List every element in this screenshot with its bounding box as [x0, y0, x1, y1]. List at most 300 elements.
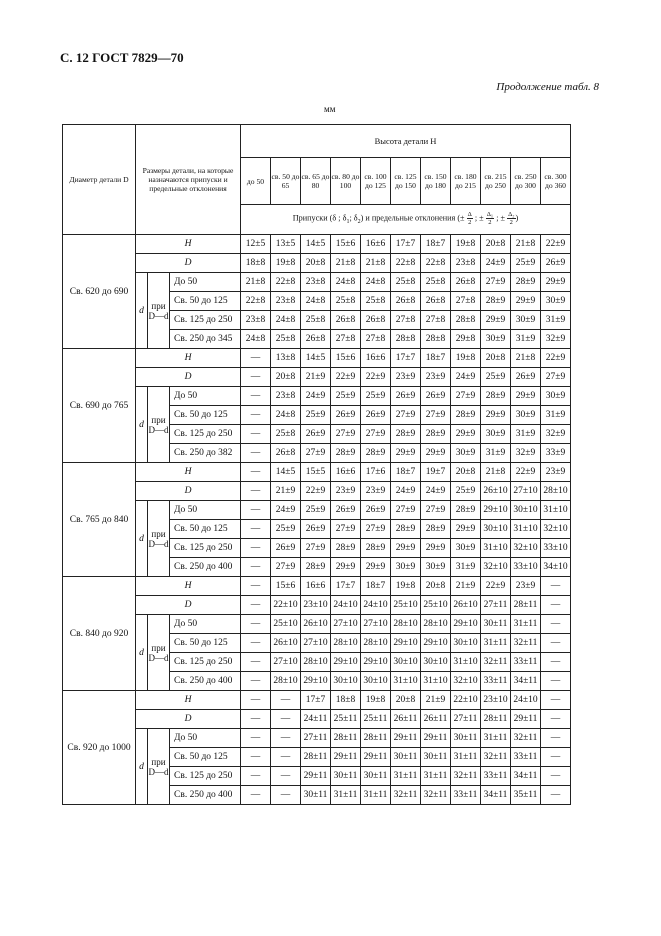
value-cell: 29±9	[511, 387, 541, 406]
value-cell: 25±10	[271, 615, 301, 634]
value-cell: 27±11	[451, 710, 481, 729]
unit-label: мм	[324, 104, 336, 114]
row-label-d-outer: D	[136, 254, 241, 273]
value-cell: 23±9	[331, 482, 361, 501]
table-row	[63, 349, 571, 368]
header-allowances: Припуски (δ ; $\delta_1$; $\delta_2$) и предельные отклонения (± $\frac{\Delta}{2}$ ; ± $\frac{\text{Δ₁}}{2}$ ; ± $\frac{\text{Δ₂}}{2}$ )	[241, 205, 571, 235]
value-cell: 30±9	[451, 539, 481, 558]
value-cell: 25±9	[481, 368, 511, 387]
value-cell: 30±11	[451, 729, 481, 748]
value-cell: 23±10	[301, 596, 331, 615]
value-cell: —	[241, 615, 271, 634]
row-label-d-outer: D	[136, 710, 241, 729]
diameter-cell: Св. 920 до 1000	[63, 691, 136, 805]
value-cell: 25±11	[361, 710, 391, 729]
value-cell: 26±9	[391, 387, 421, 406]
value-cell: 25±8	[271, 425, 301, 444]
value-cell: 25±9	[331, 387, 361, 406]
range-cell: До 50	[170, 501, 241, 520]
row-label-d-inner: d	[136, 387, 148, 463]
value-cell: 24±9	[271, 501, 301, 520]
value-cell: 25±8	[361, 292, 391, 311]
value-cell: 27±8	[451, 292, 481, 311]
value-cell: 27±9	[541, 368, 571, 387]
value-cell: 29±9	[481, 311, 511, 330]
value-cell: 31±11	[361, 786, 391, 805]
value-cell: 20±8	[451, 463, 481, 482]
value-cell: 21±8	[511, 349, 541, 368]
value-cell: 34±11	[481, 786, 511, 805]
value-cell: 21±9	[451, 577, 481, 596]
value-cell: 24±8	[271, 406, 301, 425]
allowance-table	[62, 124, 571, 805]
value-cell: 24±9	[301, 387, 331, 406]
value-cell: —	[241, 349, 271, 368]
value-cell: —	[241, 729, 271, 748]
value-cell: 33±11	[481, 767, 511, 786]
value-cell: 27±9	[361, 425, 391, 444]
value-cell: 31±10	[481, 539, 511, 558]
value-cell: 20±8	[421, 577, 451, 596]
value-cell: 29±11	[331, 748, 361, 767]
value-cell: 24±8	[331, 273, 361, 292]
range-cell: Св. 250 до 400	[170, 672, 241, 691]
value-cell: —	[541, 615, 571, 634]
table-row	[63, 577, 571, 596]
value-cell: 26±8	[331, 311, 361, 330]
value-cell: 27±11	[301, 729, 331, 748]
value-cell: 31±10	[541, 501, 571, 520]
value-cell: 31±9	[541, 311, 571, 330]
table-row	[63, 254, 571, 273]
value-cell: 28±9	[481, 292, 511, 311]
value-cell: 15±5	[301, 463, 331, 482]
value-cell: 12±5	[241, 235, 271, 254]
value-cell: —	[271, 729, 301, 748]
page-header: С. 12 ГОСТ 7829—70	[60, 50, 184, 65]
value-cell: 27±9	[301, 539, 331, 558]
value-cell: —	[271, 767, 301, 786]
value-cell: 15±6	[331, 235, 361, 254]
value-cell: 31±10	[451, 653, 481, 672]
value-cell: 26±8	[301, 330, 331, 349]
value-cell: 24±8	[271, 311, 301, 330]
value-cell: 34±10	[541, 558, 571, 577]
value-cell: 28±11	[331, 729, 361, 748]
value-cell: 30±9	[451, 444, 481, 463]
value-cell: 19±8	[451, 235, 481, 254]
value-cell: 29±10	[421, 634, 451, 653]
value-cell: 24±8	[301, 292, 331, 311]
value-cell: 27±9	[301, 444, 331, 463]
value-cell: 29±9	[451, 520, 481, 539]
value-cell: 28±9	[391, 520, 421, 539]
value-cell: 25±9	[271, 520, 301, 539]
value-cell: 18±7	[421, 235, 451, 254]
value-cell: 27±10	[271, 653, 301, 672]
value-cell: 21±8	[511, 235, 541, 254]
value-cell: —	[241, 501, 271, 520]
value-cell: 27±9	[421, 406, 451, 425]
value-cell: 28±9	[421, 520, 451, 539]
value-cell: 18±8	[331, 691, 361, 710]
height-col-6: св. 150 до 180	[421, 158, 451, 205]
value-cell: 25±9	[301, 501, 331, 520]
range-cell: Св. 250 до 400	[170, 558, 241, 577]
row-label-d-outer: D	[136, 368, 241, 387]
row-label-d-inner: d	[136, 501, 148, 577]
value-cell: 26±10	[451, 596, 481, 615]
value-cell: 19±8	[271, 254, 301, 273]
value-cell: —	[241, 653, 271, 672]
value-cell: 29±11	[421, 729, 451, 748]
value-cell: 27±9	[361, 520, 391, 539]
value-cell: 22±9	[301, 482, 331, 501]
value-cell: —	[241, 425, 271, 444]
value-cell: 19±7	[421, 463, 451, 482]
value-cell: 17±7	[331, 577, 361, 596]
value-cell: 27±8	[391, 311, 421, 330]
height-col-0: до 50	[241, 158, 271, 205]
value-cell: 28±11	[511, 596, 541, 615]
value-cell: 25±9	[361, 387, 391, 406]
value-cell: 31±9	[541, 406, 571, 425]
table-row	[63, 368, 571, 387]
value-cell: 32±10	[541, 520, 571, 539]
value-cell: 24±9	[421, 482, 451, 501]
value-cell: 22±9	[481, 577, 511, 596]
value-cell: 25±8	[301, 311, 331, 330]
value-cell: —	[541, 634, 571, 653]
range-cell: Св. 250 до 345	[170, 330, 241, 349]
value-cell: 29±9	[541, 273, 571, 292]
row-label-h: H	[136, 235, 241, 254]
value-cell: —	[241, 482, 271, 501]
value-cell: —	[241, 406, 271, 425]
value-cell: —	[241, 387, 271, 406]
value-cell: 32±11	[391, 786, 421, 805]
table-row	[63, 615, 571, 634]
value-cell: 29±10	[391, 634, 421, 653]
value-cell: 27±9	[331, 520, 361, 539]
value-cell: 23±8	[301, 273, 331, 292]
value-cell: 26±8	[361, 311, 391, 330]
when-label: при D—d	[148, 387, 170, 463]
value-cell: 20±8	[301, 254, 331, 273]
value-cell: 21±9	[421, 691, 451, 710]
value-cell: 31±11	[421, 767, 451, 786]
value-cell: 29±10	[361, 653, 391, 672]
row-label-d-inner: d	[136, 273, 148, 349]
diameter-cell: Св. 690 до 765	[63, 349, 136, 463]
value-cell: 21±8	[361, 254, 391, 273]
value-cell: 30±11	[391, 748, 421, 767]
value-cell: 22±9	[541, 235, 571, 254]
row-label-h: H	[136, 691, 241, 710]
value-cell: 23±9	[391, 368, 421, 387]
value-cell: 26±8	[391, 292, 421, 311]
value-cell: 29±9	[331, 558, 361, 577]
value-cell: 30±9	[541, 292, 571, 311]
height-col-7: св. 180 до 215	[451, 158, 481, 205]
value-cell: 29±10	[331, 653, 361, 672]
table-row	[63, 463, 571, 482]
value-cell: 18±7	[391, 463, 421, 482]
value-cell: 17±7	[301, 691, 331, 710]
value-cell: 26±9	[271, 539, 301, 558]
value-cell: 32±10	[451, 672, 481, 691]
value-cell: 25±8	[421, 273, 451, 292]
value-cell: 27±9	[331, 425, 361, 444]
value-cell: 31±11	[511, 615, 541, 634]
value-cell: 31±11	[481, 634, 511, 653]
value-cell: 26±9	[361, 406, 391, 425]
range-cell: До 50	[170, 273, 241, 292]
value-cell: 31±11	[331, 786, 361, 805]
value-cell: —	[241, 691, 271, 710]
value-cell: 28±9	[511, 273, 541, 292]
value-cell: 23±8	[271, 292, 301, 311]
value-cell: 35±11	[511, 786, 541, 805]
value-cell: 22±8	[241, 292, 271, 311]
value-cell: 31±9	[511, 425, 541, 444]
value-cell: 28±8	[391, 330, 421, 349]
row-label-h: H	[136, 349, 241, 368]
table-row	[63, 482, 571, 501]
value-cell: 29±9	[451, 425, 481, 444]
value-cell: 30±10	[481, 520, 511, 539]
value-cell: 28±10	[271, 672, 301, 691]
value-cell: 25±8	[271, 330, 301, 349]
value-cell: 26±9	[331, 406, 361, 425]
value-cell: 16±6	[331, 463, 361, 482]
value-cell: 23±9	[361, 482, 391, 501]
value-cell: 23±8	[271, 387, 301, 406]
value-cell: 23±9	[541, 463, 571, 482]
value-cell: 32±11	[481, 748, 511, 767]
value-cell: 22±9	[541, 349, 571, 368]
value-cell: —	[241, 539, 271, 558]
value-cell: 29±11	[361, 748, 391, 767]
value-cell: 33±11	[451, 786, 481, 805]
diameter-cell: Св. 620 до 690	[63, 235, 136, 349]
value-cell: 28±9	[361, 444, 391, 463]
range-cell: До 50	[170, 615, 241, 634]
value-cell: 32±9	[541, 330, 571, 349]
value-cell: 30±10	[331, 672, 361, 691]
value-cell: 19±8	[391, 577, 421, 596]
row-label-h: H	[136, 577, 241, 596]
value-cell: 15±6	[331, 349, 361, 368]
value-cell: 27±9	[481, 273, 511, 292]
value-cell: —	[241, 558, 271, 577]
range-cell: Св. 50 до 125	[170, 520, 241, 539]
value-cell: —	[541, 672, 571, 691]
range-cell: Св. 125 до 250	[170, 653, 241, 672]
value-cell: 31±10	[511, 520, 541, 539]
value-cell: 16±6	[361, 349, 391, 368]
when-label: при D—d	[148, 729, 170, 805]
value-cell: 29±9	[361, 558, 391, 577]
diameter-cell: Св. 840 до 920	[63, 577, 136, 691]
value-cell: 29±10	[451, 615, 481, 634]
value-cell: 17±7	[391, 349, 421, 368]
value-cell: 29±10	[301, 672, 331, 691]
value-cell: 32±11	[511, 634, 541, 653]
value-cell: 27±10	[511, 482, 541, 501]
value-cell: 29±11	[301, 767, 331, 786]
value-cell: 24±10	[331, 596, 361, 615]
value-cell: 19±8	[361, 691, 391, 710]
height-col-10: св. 300 до 360	[541, 158, 571, 205]
value-cell: 31±10	[391, 672, 421, 691]
value-cell: 23±9	[421, 368, 451, 387]
value-cell: 26±10	[481, 482, 511, 501]
value-cell: 22±9	[511, 463, 541, 482]
value-cell: 24±10	[511, 691, 541, 710]
value-cell: 22±10	[451, 691, 481, 710]
value-cell: 26±9	[511, 368, 541, 387]
value-cell: 28±9	[451, 501, 481, 520]
row-label-d-outer: D	[136, 596, 241, 615]
value-cell: 26±9	[301, 520, 331, 539]
value-cell: 18±7	[361, 577, 391, 596]
value-cell: 28±11	[301, 748, 331, 767]
value-cell: 27±9	[391, 406, 421, 425]
value-cell: 27±8	[421, 311, 451, 330]
value-cell: 18±8	[241, 254, 271, 273]
value-cell: 28±11	[361, 729, 391, 748]
value-cell: 28±10	[361, 634, 391, 653]
value-cell: —	[541, 786, 571, 805]
value-cell: 31±10	[421, 672, 451, 691]
value-cell: 29±9	[421, 539, 451, 558]
table-row	[63, 691, 571, 710]
table-row	[63, 387, 571, 406]
height-col-3: св. 80 до 100	[331, 158, 361, 205]
value-cell: 24±8	[361, 273, 391, 292]
value-cell: 28±10	[421, 615, 451, 634]
value-cell: 32±10	[511, 539, 541, 558]
value-cell: 24±9	[391, 482, 421, 501]
value-cell: 25±11	[331, 710, 361, 729]
row-label-d-inner: d	[136, 729, 148, 805]
table-row	[63, 501, 571, 520]
header-sizes: Размеры детали, на которые назначаются припуски и предельные отклонения	[136, 125, 241, 235]
value-cell: 33±10	[541, 539, 571, 558]
value-cell: 32±11	[511, 729, 541, 748]
value-cell: 30±11	[331, 767, 361, 786]
value-cell: 30±9	[481, 425, 511, 444]
value-cell: 28±9	[391, 425, 421, 444]
value-cell: 28±8	[421, 330, 451, 349]
value-cell: 24±11	[301, 710, 331, 729]
table-row	[63, 273, 571, 292]
value-cell: 30±9	[511, 406, 541, 425]
value-cell: 26±9	[331, 501, 361, 520]
value-cell: —	[541, 691, 571, 710]
value-cell: 32±11	[481, 653, 511, 672]
value-cell: 24±9	[451, 368, 481, 387]
value-cell: —	[541, 577, 571, 596]
value-cell: 23±8	[241, 311, 271, 330]
value-cell: 32±9	[541, 425, 571, 444]
value-cell: 27±11	[481, 596, 511, 615]
value-cell: 30±9	[421, 558, 451, 577]
value-cell: 25±8	[391, 273, 421, 292]
value-cell: 27±8	[331, 330, 361, 349]
value-cell: 23±8	[451, 254, 481, 273]
row-label-h: H	[136, 463, 241, 482]
value-cell: 34±11	[511, 767, 541, 786]
value-cell: 22±9	[331, 368, 361, 387]
value-cell: —	[271, 710, 301, 729]
value-cell: —	[241, 786, 271, 805]
value-cell: 22±10	[271, 596, 301, 615]
value-cell: 27±10	[331, 615, 361, 634]
value-cell: 26±9	[361, 501, 391, 520]
value-cell: 20±8	[481, 349, 511, 368]
value-cell: 27±9	[391, 501, 421, 520]
row-label-d-outer: D	[136, 482, 241, 501]
value-cell: 32±11	[421, 786, 451, 805]
value-cell: 20±8	[271, 368, 301, 387]
value-cell: 21±8	[331, 254, 361, 273]
value-cell: 23±10	[481, 691, 511, 710]
value-cell: 33±10	[511, 558, 541, 577]
when-label: при D—d	[148, 273, 170, 349]
value-cell: 30±11	[301, 786, 331, 805]
value-cell: 30±10	[391, 653, 421, 672]
value-cell: 22±9	[361, 368, 391, 387]
value-cell: 30±9	[391, 558, 421, 577]
value-cell: 16±6	[301, 577, 331, 596]
range-cell: Св. 50 до 125	[170, 748, 241, 767]
value-cell: —	[541, 596, 571, 615]
value-cell: 30±11	[361, 767, 391, 786]
height-col-5: св. 125 до 150	[391, 158, 421, 205]
when-label: при D—d	[148, 501, 170, 577]
value-cell: 31±9	[481, 444, 511, 463]
value-cell: 26±9	[421, 387, 451, 406]
value-cell: 13±8	[271, 349, 301, 368]
table-row	[63, 596, 571, 615]
value-cell: —	[541, 710, 571, 729]
range-cell: До 50	[170, 729, 241, 748]
value-cell: —	[541, 729, 571, 748]
value-cell: —	[271, 786, 301, 805]
value-cell: —	[541, 767, 571, 786]
value-cell: —	[271, 691, 301, 710]
value-cell: 20±8	[481, 235, 511, 254]
value-cell: 24±10	[361, 596, 391, 615]
value-cell: 19±8	[451, 349, 481, 368]
value-cell: 25±10	[391, 596, 421, 615]
row-label-d-inner: d	[136, 615, 148, 691]
value-cell: 30±11	[481, 615, 511, 634]
value-cell: —	[241, 634, 271, 653]
height-col-1: св. 50 до 65	[271, 158, 301, 205]
table-row	[63, 235, 571, 254]
height-col-8: св. 215 до 250	[481, 158, 511, 205]
value-cell: 23±9	[511, 577, 541, 596]
diameter-cell: Св. 765 до 840	[63, 463, 136, 577]
value-cell: 28±10	[391, 615, 421, 634]
value-cell: 25±8	[331, 292, 361, 311]
value-cell: 14±5	[301, 235, 331, 254]
value-cell: —	[241, 710, 271, 729]
range-cell: Св. 125 до 250	[170, 311, 241, 330]
